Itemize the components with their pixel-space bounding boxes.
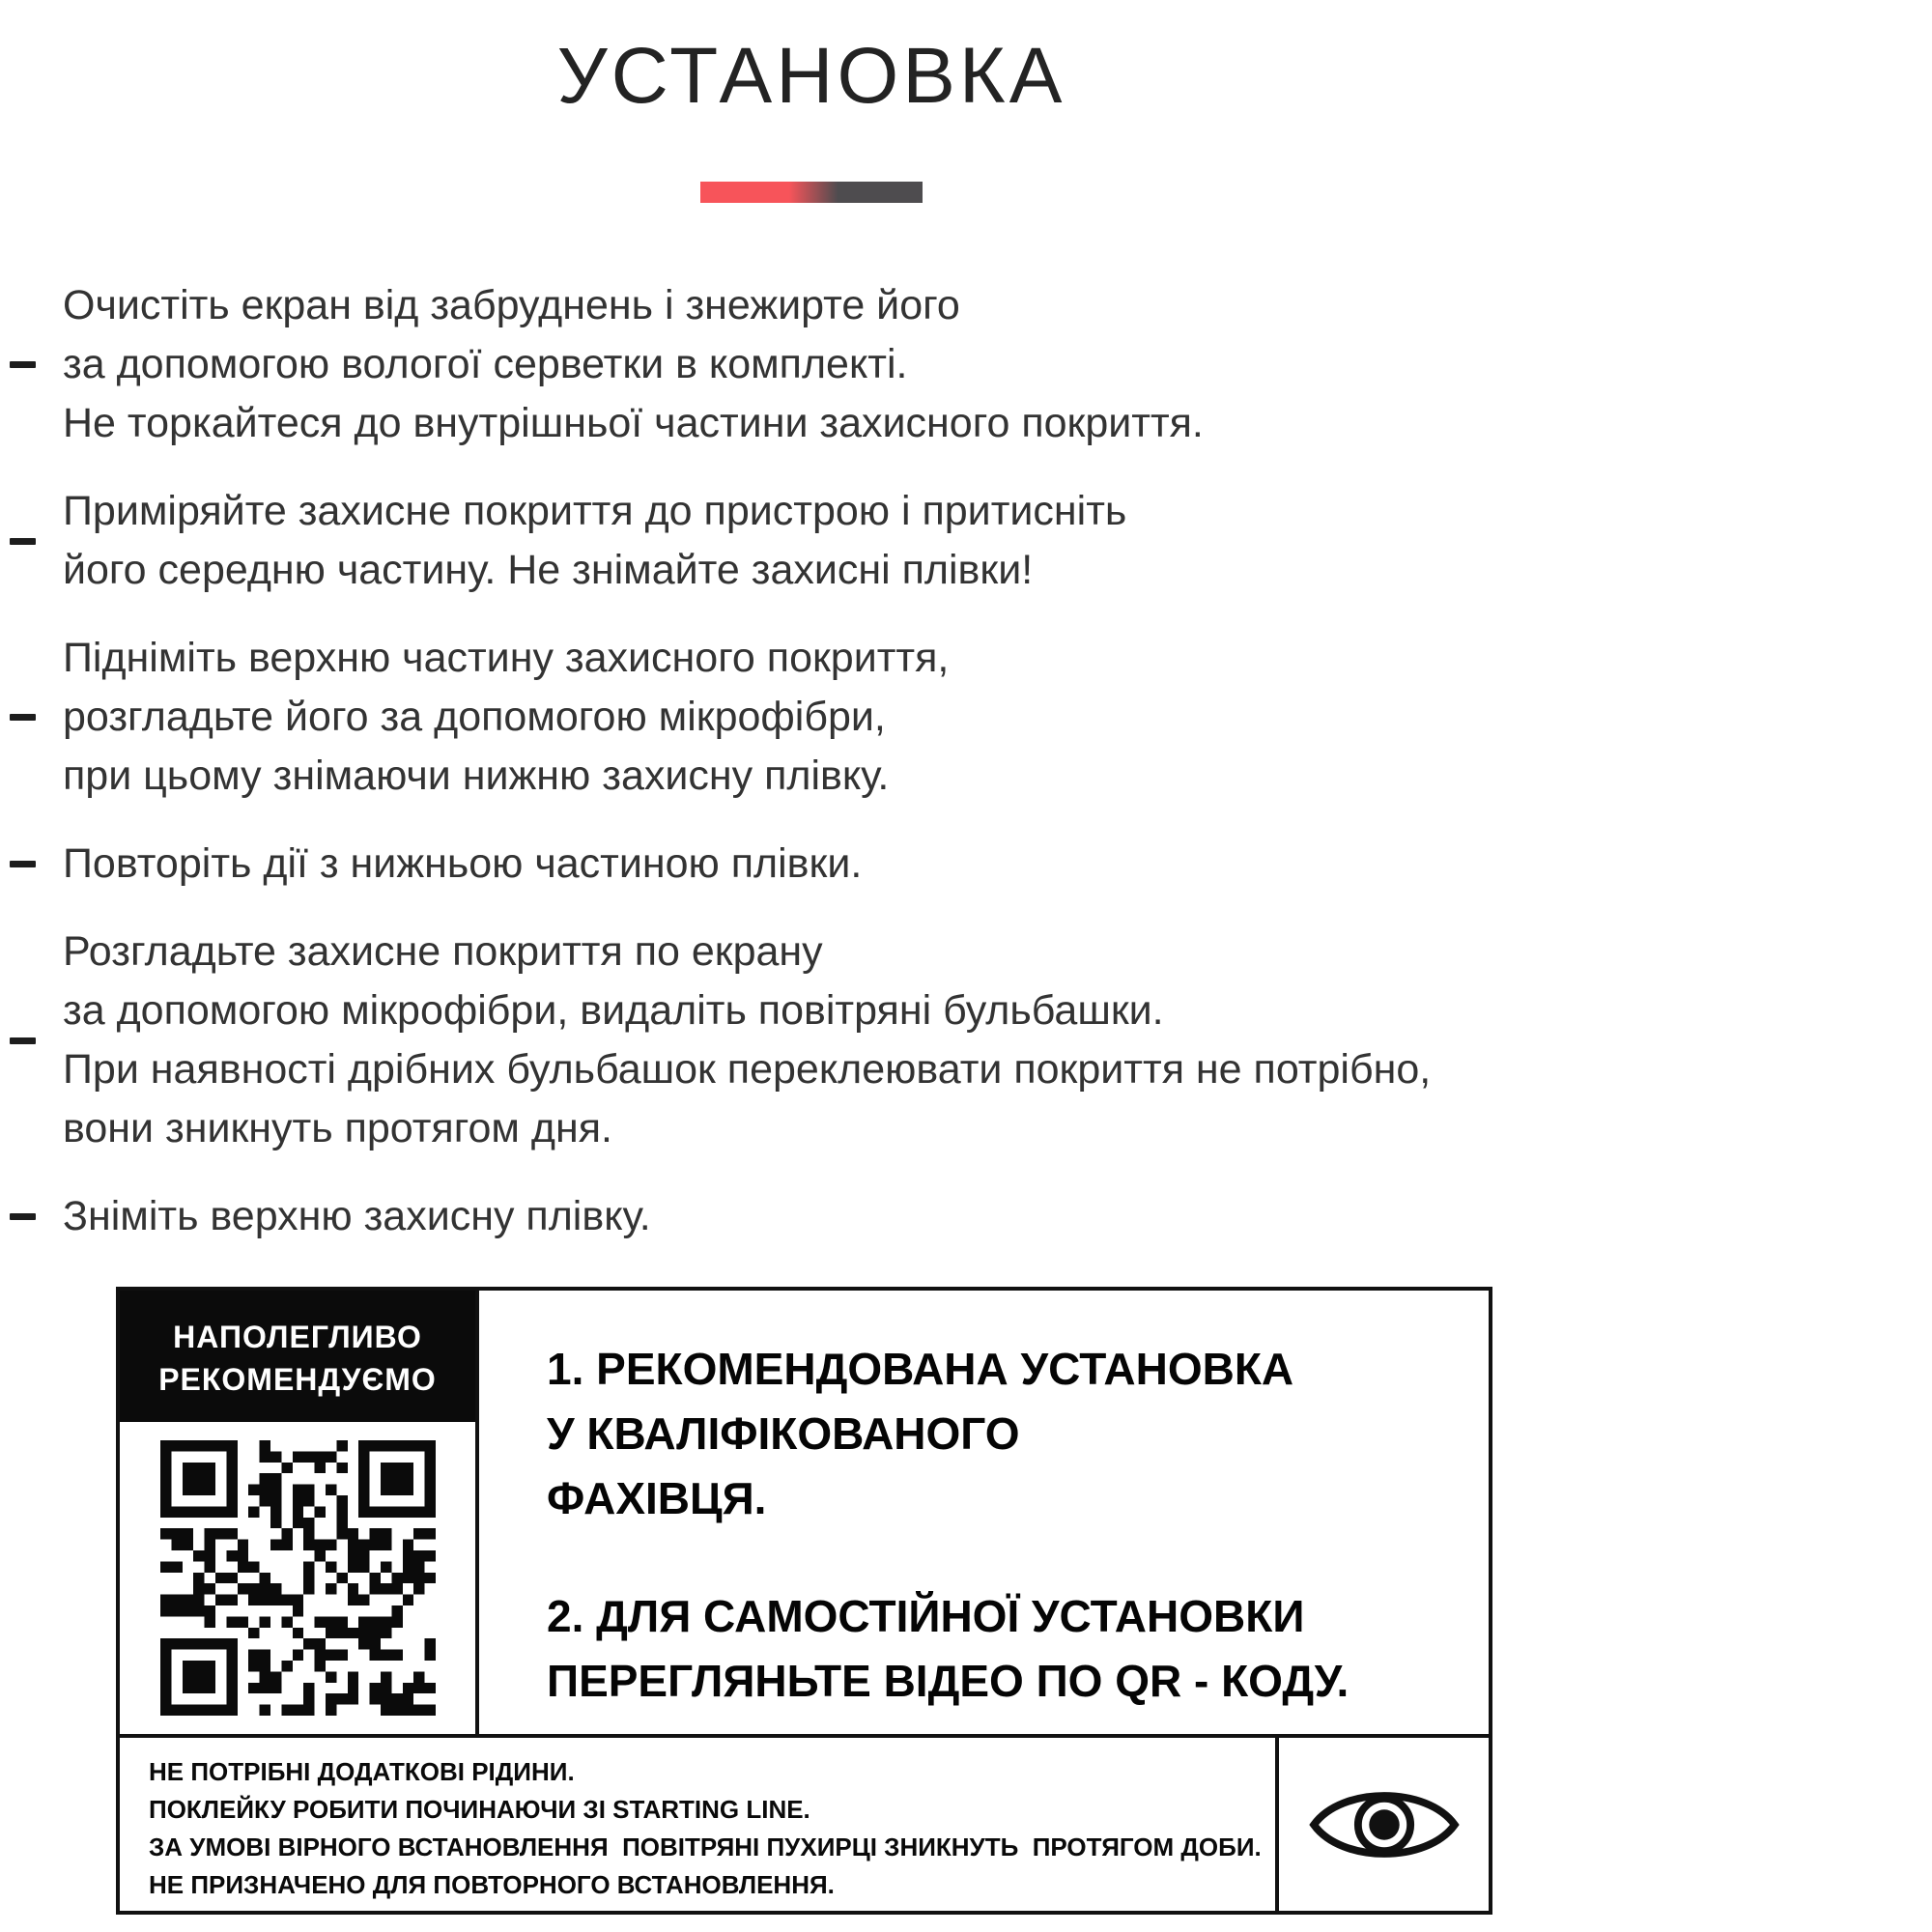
instruction-line: за допомогою мікрофібри, видаліть повітряні бульбашки. [63, 987, 1164, 1035]
instruction-line: Не торкайтеся до внутрішньої частини захисного покриття. [63, 400, 1204, 447]
qr-header-line: НАПОЛЕГЛИВО [173, 1320, 422, 1355]
note-line: ЗА УМОВІ ВІРНОГО ВСТАНОВЛЕННЯ ПОВІТРЯНІ ПУХИРЦІ ЗНИКНУТЬ ПРОТЯГОМ ДОБИ. [149, 1833, 1262, 1862]
qr-cell [120, 1291, 479, 1734]
instruction-line: При наявності дрібних бульбашок переклеювати покриття не потрібно, [63, 1046, 1432, 1094]
recommendation-line: 1. РЕКОМЕНДОВАНА УСТАНОВКА [547, 1344, 1294, 1395]
recommendation-box [116, 1287, 1492, 1915]
recommendation-box-top-row [120, 1291, 1489, 1738]
eye-icon [1308, 1776, 1461, 1873]
recommendation-item [547, 1337, 1479, 1531]
instruction-line: вони зникнуть протягом дня. [63, 1105, 612, 1152]
recommendation-box-bottom-row [120, 1738, 1489, 1911]
qr-code-wrap [120, 1422, 475, 1734]
instruction-line: розгладьте його за допомогою мікрофібри, [63, 694, 886, 741]
note-line: ПОКЛЕЙКУ РОБИТИ ПОЧИНАЮЧИ ЗІ STARTING LINE. [149, 1795, 810, 1825]
recommendation-item [547, 1584, 1479, 1714]
instruction-line: Приміряйте захисне покриття до пристрою і притисніть [63, 488, 1127, 535]
eye-cell [1279, 1738, 1489, 1911]
instruction-item [8, 482, 1623, 600]
instruction-item [8, 276, 1623, 453]
instruction-item [8, 835, 1623, 894]
instruction-item [8, 629, 1623, 806]
qr-header-line: РЕКОМЕНДУЄМО [158, 1362, 437, 1398]
dash-bullet-icon [10, 1037, 36, 1044]
dash-bullet-icon [10, 361, 36, 368]
instruction-item [8, 1187, 1623, 1246]
note-line: НЕ ПРИЗНАЧЕНО ДЛЯ ПОВТОРНОГО ВСТАНОВЛЕННЯ. [149, 1870, 835, 1900]
recommendation-line: ФАХІВЦЯ. [547, 1473, 767, 1524]
note-line: НЕ ПОТРІБНІ ДОДАТКОВІ РІДИНИ. [149, 1757, 575, 1787]
instructions-list [0, 276, 1623, 1246]
dash-bullet-icon [10, 714, 36, 721]
qr-code-icon [160, 1440, 436, 1716]
notes-cell [120, 1738, 1279, 1911]
dash-bullet-icon [10, 538, 36, 545]
recommendation-line: У КВАЛІФІКОВАНОГО [547, 1408, 1020, 1460]
instruction-line: Зніміть верхню захисну плівку. [63, 1193, 651, 1240]
instruction-line: за допомогою вологої серветки в комплекті. [63, 341, 908, 388]
instruction-item [8, 923, 1623, 1158]
instruction-line: Розгладьте захисне покриття по екрану [63, 928, 823, 976]
instruction-line: його середню частину. Не знімайте захисні плівки! [63, 547, 1034, 594]
dash-bullet-icon [10, 861, 36, 867]
page-title: УСТАНОВКА [556, 32, 1066, 120]
title-divider-bar [700, 182, 923, 203]
dash-bullet-icon [10, 1213, 36, 1220]
instruction-line: Підніміть верхню частину захисного покриття, [63, 635, 950, 682]
recommendation-line: ПЕРЕГЛЯНЬТЕ ВІДЕО ПО QR - КОДУ. [547, 1656, 1350, 1707]
recommendation-line: 2. ДЛЯ САМОСТІЙНОЇ УСТАНОВКИ [547, 1591, 1305, 1642]
instruction-line: Очистіть екран від забруднень і знежирте його [63, 282, 960, 329]
recommendation-items [479, 1291, 1489, 1734]
qr-header [120, 1291, 475, 1422]
instruction-line: Повторіть дії з нижньою частиною плівки. [63, 840, 863, 888]
instruction-line: при цьому знімаючи нижню захисну плівку. [63, 753, 890, 800]
